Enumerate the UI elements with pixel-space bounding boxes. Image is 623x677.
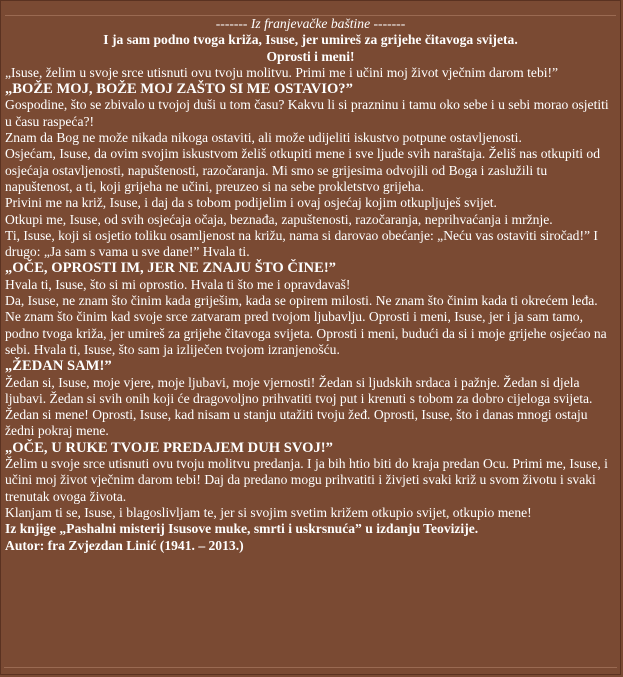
article-title: I ja sam podno tvoga križa, Isuse, jer umireš za grijehe čitavoga svijeta. [103, 32, 518, 48]
article-content [5, 15, 616, 554]
article-subtitle: Oprosti i meni! [266, 48, 355, 64]
paragraph-2: Znam da Bog ne može nikada nikoga ostaviti, ali može udijeliti iskustvo potpune ostavljenosti. [5, 130, 522, 146]
paragraph-11: Klanjam ti se, Isuse, i blagoslivljam te, jer si svojim svetim križem otkupio svijet, otkupio mene! [5, 504, 532, 520]
section-heading-3: „ŽEDAN SAM!” [5, 358, 112, 375]
author-credit: Autor: fra Zvjezdan Linić (1941. – 2013.) [5, 537, 244, 553]
bottom-divider [4, 667, 617, 668]
source-line: ------- Iz franjevačke baštine ------- [215, 16, 406, 31]
paragraph-6: Ti, Isuse, koji si osjetio toliku osamljenost na križu, nama si darovao obećanje: „Neću vas ostaviti siročad!” I drugo: „Ja sam s vama u sve dane!” Hvala ti. [5, 227, 598, 260]
paragraph-9: Žedan si, Isuse, moje vjere, moje ljubavi, moje vjernosti! Žedan si ljudskih srdaca i pažnje. Žedan si djela ljubavi. Žedan si svih onih koji će dragovoljno prihvatiti tvoj put i krenuti s tobom za dobro cijeloga svijeta. Žedan si mene! Oprosti, Isuse, kad nisam u stanju utažiti tvoju žeđ. Oprosti, Isuse, što i danas mnogi ostaju žedni pokraj mene. [5, 374, 593, 439]
intro-paragraph: „Isuse, želim u svoje srce utisnuti ovu tvoju molitvu. Primi me i učini moj život vječnim darom tebi!” [5, 64, 559, 80]
book-source: Iz knjige „Pashalni misterij Isusove muke, smrti i uskrsnuća” u izdanju Teovizije. [5, 521, 479, 537]
paragraph-3: Osjećam, Isuse, da ovim svojim iskustvom želiš otkupiti mene i sve ljude svih naraštaja. Želiš nas otkupiti od osjećaja ostavljenosti, napuštenosti, razočaranja. Mi smo se grijesima odvojili od Boga i zaslužili tu napuštenost, a ti, koji grijeha ne učini, preuzeo si na sebe prokletstvo grijeha. [5, 146, 601, 194]
paragraph-10: Želim u svoje srce utisnuti ovu tvoju molitvu predanja. I ja bih htio biti do kraja predan Ocu. Primi me, Isuse, i učini moj život vječnim darom tebi! Daj da predano mogu prihvatiti i živjeti svaki križ u svom životu i svaki trenutak ovoga života. [5, 456, 608, 504]
paragraph-4: Privini me na križ, Isuse, i daj da s tobom podijelim i ovaj osjećaj kojim otkupljuješ svijet. [5, 195, 497, 211]
paragraph-1: Gospodine, što se zbivalo u tvojoj duši u tom času? Kakvu li si prazninu i tamu oko sebe i u sebi morao osjetiti u času raspeća?! [5, 97, 609, 129]
paragraph-7: Hvala ti, Isuse, što si mi oprostio. Hvala ti što me i opravdavaš! [5, 276, 351, 292]
section-heading-4: „OČE, U RUKE TVOJE PREDAJEM DUH SVOJ!” [5, 439, 333, 456]
section-heading-2: „OČE, OPROSTI IM, JER NE ZNAJU ŠTO ČINE!” [5, 260, 336, 277]
paragraph-8: Da, Isuse, ne znam što činim kada griješim, kada se opirem milosti. Ne znam što činim kada ti okrećem leđa. Ne znam što činim kad svoje srce zatvaram pred tvojom ljubavlju. Oprosti i meni, Isuse, jer i ja sam tamo, podno tvoga križa, jer umireš za grijehe čitavoga svijeta. Oprosti i meni, budući da si i moje grijehe osjećao na sebi. Hvala ti, Isuse, što sam ja izliječen tvojom izranjenošću. [5, 293, 607, 357]
section-heading-1: „BOŽE MOJ, BOŽE MOJ ZAŠTO SI ME OSTAVIO?” [5, 81, 353, 98]
paragraph-5: Otkupi me, Isuse, od svih osjećaja očaja, beznađa, zapuštenosti, razočaranja, neprihvaćanja i mržnje. [5, 211, 553, 227]
